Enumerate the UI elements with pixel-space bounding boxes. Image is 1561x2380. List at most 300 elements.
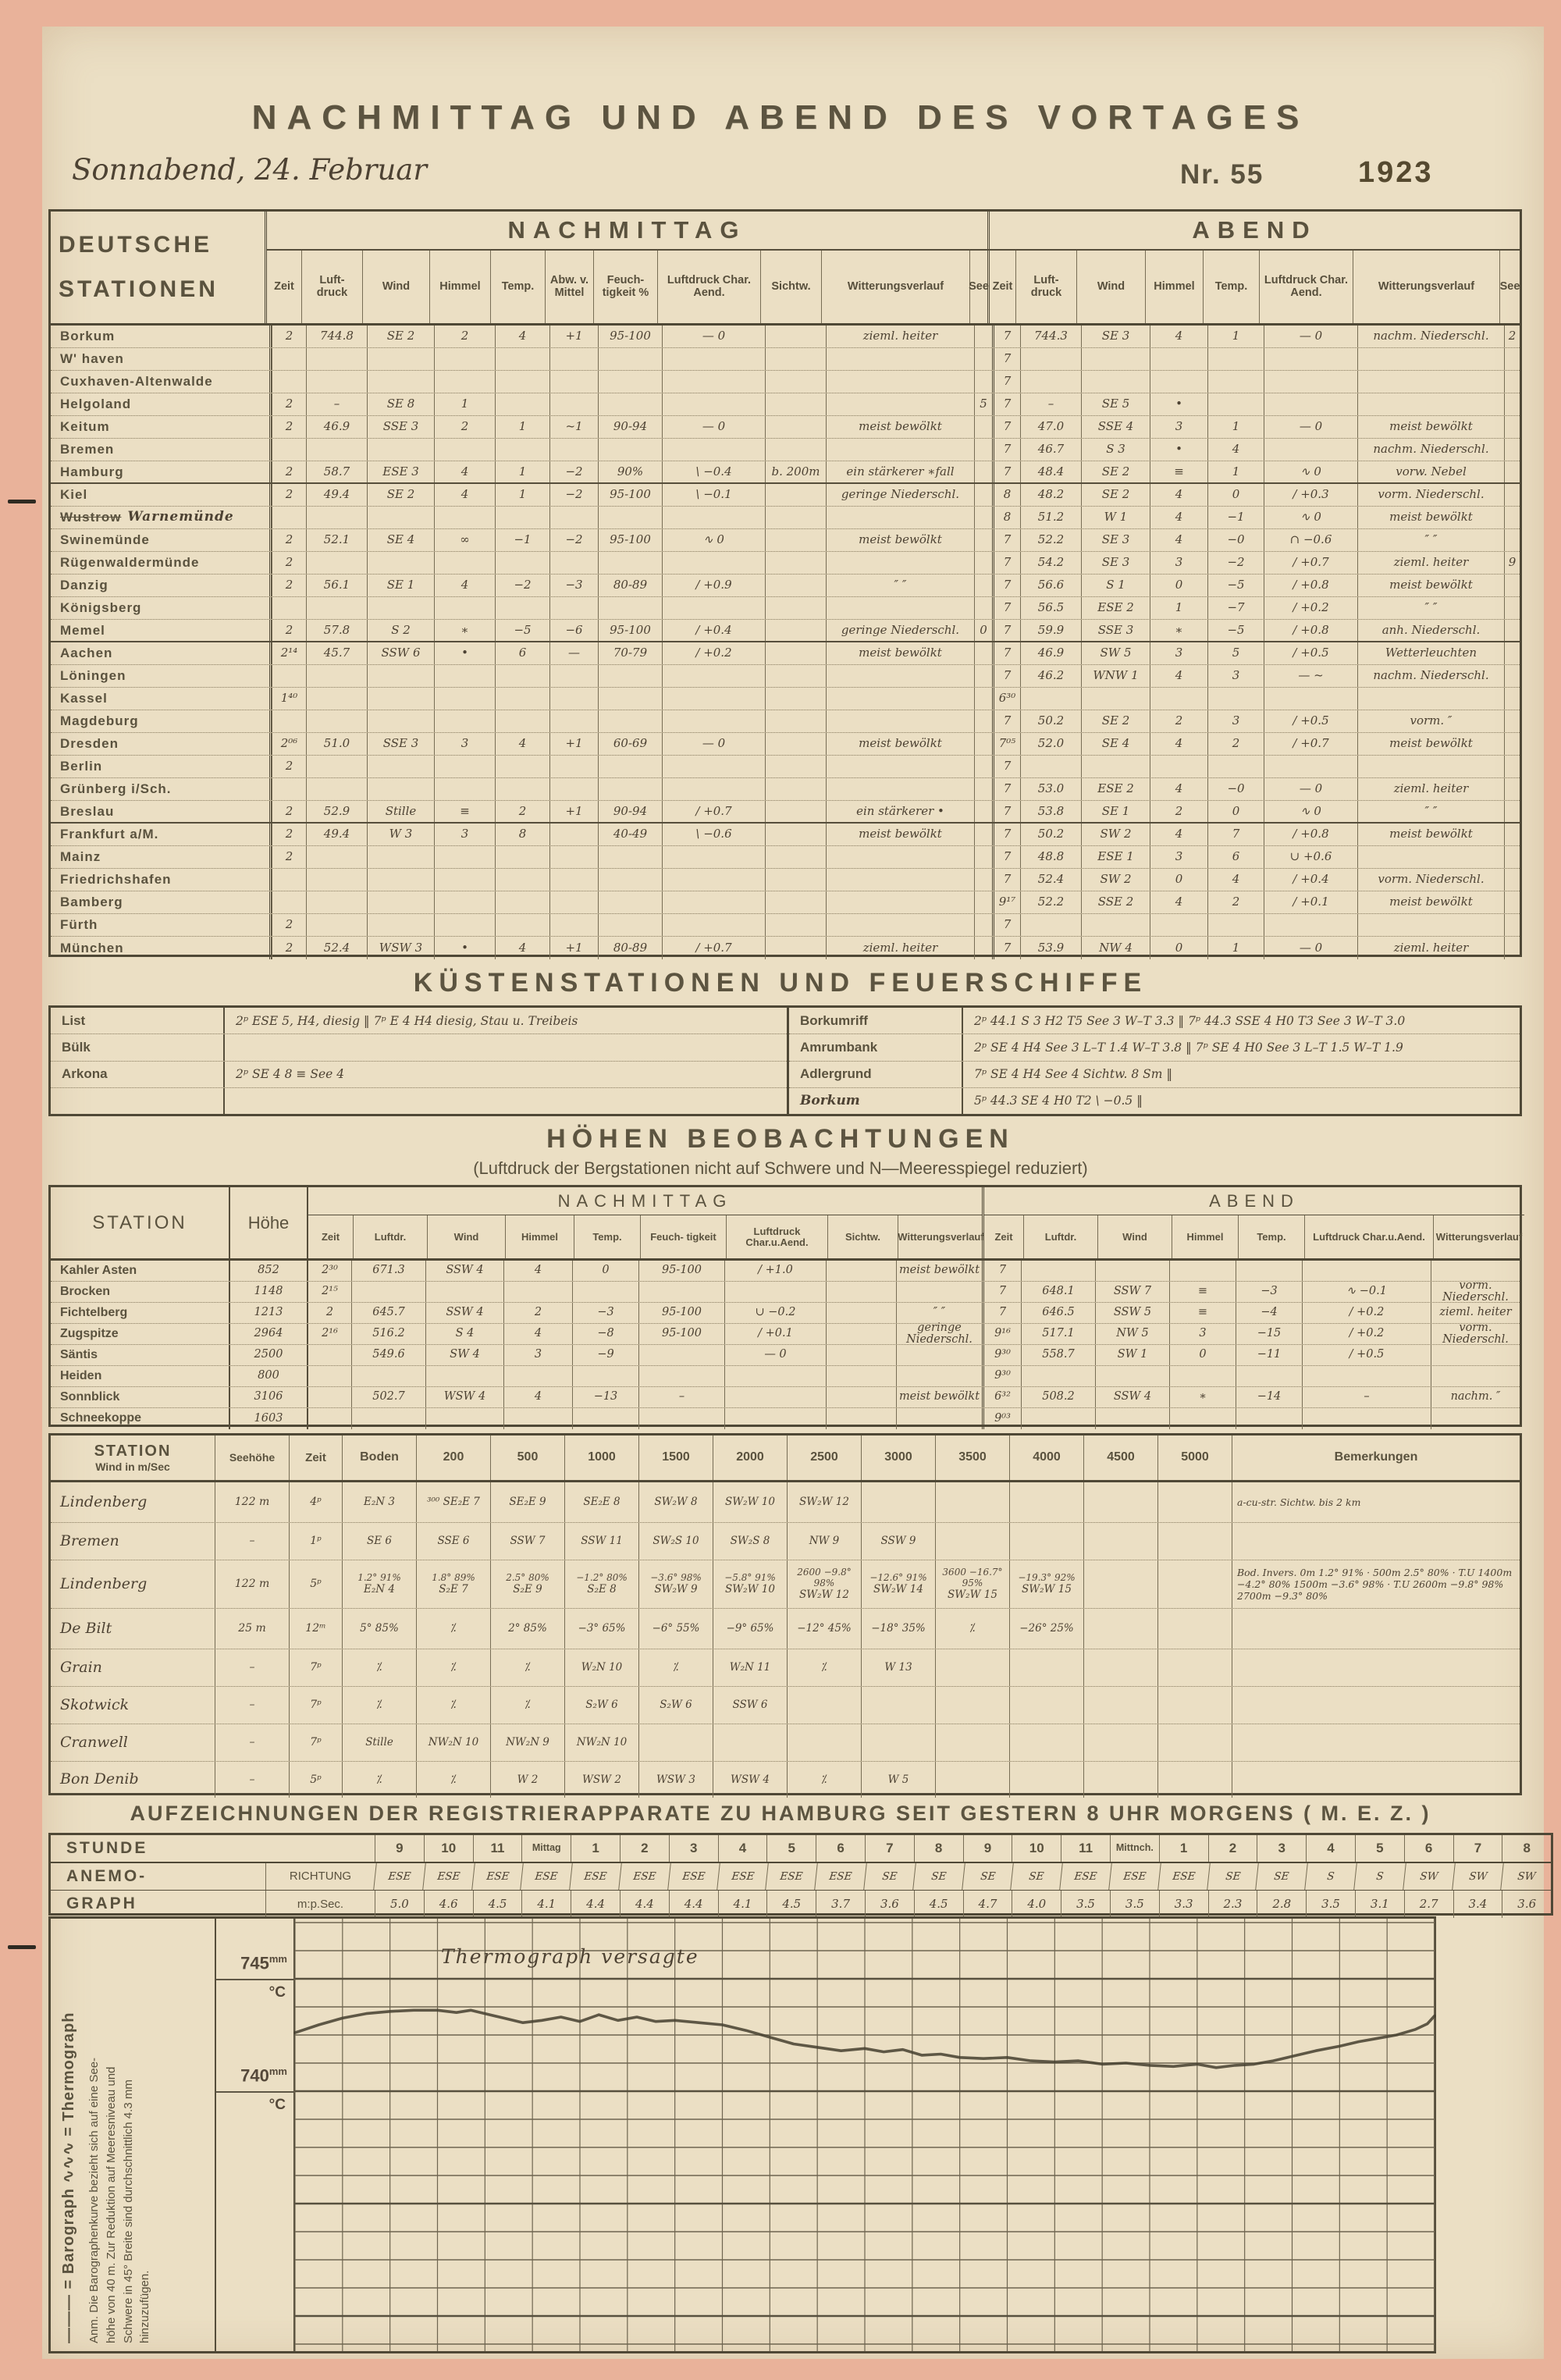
table-row	[51, 416, 1520, 439]
obs-cell	[367, 778, 434, 800]
obs-cell: 7	[992, 575, 1020, 596]
obs-cell	[826, 846, 974, 868]
obs-text	[225, 1034, 787, 1060]
obs-cell: 9³⁰	[982, 1366, 1021, 1386]
obs-cell	[1504, 484, 1520, 506]
col-header-line: STATION	[94, 1442, 172, 1460]
obs-cell	[434, 439, 495, 461]
obs-cell: 2	[1150, 710, 1207, 732]
obs-cell: +1	[549, 801, 598, 822]
obs-cell: 4	[1150, 507, 1207, 528]
obs-cell: 80-89	[598, 575, 662, 596]
obs-cell	[896, 1366, 982, 1386]
obs-cell	[1157, 1687, 1232, 1724]
obs-cell: 2	[272, 484, 306, 506]
obs-cell	[1236, 1261, 1302, 1281]
obs-cell	[549, 507, 598, 528]
obs-cell: 52.2	[1020, 891, 1081, 913]
obs-cell	[1157, 1649, 1232, 1686]
obs-cell: SW₂S 8	[713, 1523, 787, 1560]
obs-cell: 95-100	[598, 484, 662, 506]
annotation-line: hinzuzufügen.	[138, 2270, 152, 2343]
obs-cell: geringe Niederschl.	[826, 620, 974, 641]
obs-cell: 1	[495, 461, 549, 482]
obs-cell: 0	[572, 1261, 638, 1281]
obs-cell: −3	[572, 1303, 638, 1323]
obs-cell	[1020, 348, 1081, 370]
obs-cell: — 0	[662, 416, 765, 438]
station-height: –	[215, 1523, 289, 1560]
obs-cell: 7	[992, 710, 1020, 732]
wind-direction-cell: S	[1353, 1863, 1405, 1890]
obs-time: 5ᵖ	[289, 1560, 342, 1608]
obs-cell	[765, 688, 826, 710]
obs-cell-stacked	[432, 1573, 475, 1596]
obs-cell	[1504, 461, 1520, 482]
station-name: Grain	[60, 1658, 102, 1676]
obs-cell: 2	[272, 824, 306, 845]
obs-cell: b. 200m	[765, 461, 826, 482]
degc-label-2: °C	[268, 2097, 286, 2113]
obs-cell: 4	[434, 461, 495, 482]
station-name: Bon Denib	[60, 1770, 139, 1788]
obs-cell: Stille	[367, 801, 434, 822]
obs-cell: ∪ −0.2	[724, 1303, 826, 1323]
col-header: Abw. v. Mittel	[545, 251, 593, 323]
obs-cell: 4	[1150, 778, 1207, 800]
obs-cell	[826, 393, 974, 415]
obs-cell	[307, 1387, 351, 1407]
obs-cell	[765, 869, 826, 891]
obs-cell: ∿ 0	[1264, 801, 1357, 822]
obs-cell	[638, 1366, 724, 1386]
obs-cell: −7	[1207, 597, 1264, 619]
obs-cell	[434, 710, 495, 732]
obs-cell	[826, 507, 974, 528]
table-row	[51, 642, 1520, 665]
chart-annotation-box	[51, 1919, 216, 2351]
obs-cell: E₂N 3	[342, 1482, 416, 1522]
obs-cell	[1081, 756, 1150, 777]
obs-cell	[1150, 914, 1207, 936]
issue-year: 1923	[1358, 156, 1434, 189]
chart-legend: ——— = Barograph ∿∿∿ = Thermograph	[60, 2012, 77, 2343]
temp-value: 1.8° 89%	[432, 1571, 475, 1583]
obs-cell: 2	[272, 937, 306, 959]
obs-cell: 7	[992, 529, 1020, 551]
obs-cell: ∩ −0.6	[1264, 529, 1357, 551]
obs-cell	[765, 507, 826, 528]
obs-cell: 4	[1150, 733, 1207, 755]
obs-cell: SE 1	[367, 575, 434, 596]
obs-cell	[1083, 1609, 1157, 1649]
temp-value: −3.6° 98%	[650, 1571, 702, 1583]
obs-cell	[549, 824, 598, 845]
obs-cell: 4	[434, 575, 495, 596]
temp-value: −19.3° 92%	[1018, 1571, 1076, 1583]
obs-cell: 2⁰⁶	[272, 733, 306, 755]
corner-line2: STATIONEN	[59, 276, 219, 303]
obs-cell	[1357, 688, 1504, 710]
col-header: Temp.	[490, 251, 545, 323]
obs-cell: 70-79	[598, 642, 662, 664]
german-stations-table	[48, 209, 1522, 957]
obs-cell: 95-100	[598, 620, 662, 641]
obs-cell: S 1	[1081, 575, 1150, 596]
obs-cell	[1009, 1687, 1083, 1724]
obs-cell: SSW 6	[713, 1687, 787, 1724]
pressure-line-745	[216, 1979, 295, 1980]
station-name: Borkum	[789, 1088, 963, 1114]
speed-row	[51, 1891, 1551, 1918]
obs-cell	[1504, 891, 1520, 913]
obs-cell	[826, 756, 974, 777]
obs-cell: 645.7	[351, 1303, 425, 1323]
obs-cell: W 13	[861, 1649, 935, 1686]
obs-cell: 45.7	[306, 642, 367, 664]
obs-cell: zieml. heiter	[826, 326, 974, 347]
obs-cell: 50.2	[1020, 824, 1081, 845]
obs-cell	[765, 642, 826, 664]
obs-cell: nachm. Niederschl.	[1357, 665, 1504, 687]
chart-grid-svg	[295, 1919, 1435, 2351]
obs-cell: 95-100	[638, 1324, 724, 1344]
obs-text: 2ᵖ SE 4 H4 See 3 L–T 1.4 W–T 3.8 ‖ 7ᵖ SE 4 H0 See 3 L–T 1.5 W–T 1.9	[974, 1040, 1403, 1055]
obs-cell	[1009, 1762, 1083, 1798]
obs-cell: 2	[272, 756, 306, 777]
obs-cell	[598, 597, 662, 619]
obs-cell: ⁒	[490, 1687, 564, 1724]
col-header: See	[1499, 251, 1520, 323]
table-row	[51, 1560, 1520, 1609]
obs-cell	[1264, 688, 1357, 710]
col-header: Luftdr.	[1023, 1215, 1097, 1258]
obs-cell	[662, 348, 765, 370]
obs-cell: 47.0	[1020, 416, 1081, 438]
station-name: Bamberg	[51, 891, 272, 913]
obs-cell	[306, 778, 367, 800]
obs-cell	[272, 778, 306, 800]
station-name: Friedrichshafen	[51, 869, 272, 891]
obs-cell: −6° 55%	[638, 1609, 713, 1649]
obs-cell	[598, 891, 662, 913]
obs-cell	[549, 688, 598, 710]
obs-cell: 7	[992, 393, 1020, 415]
obs-cell	[434, 507, 495, 528]
obs-cell: 0	[1150, 869, 1207, 891]
wind-direction-cell: ESE	[521, 1863, 572, 1890]
station-name: Danzig	[51, 575, 272, 596]
obs-cell: ∿ −0.1	[1302, 1282, 1431, 1302]
issue-number: Nr. 55	[1180, 159, 1264, 190]
obs-cell: 4	[503, 1261, 572, 1281]
station-name: Schneekoppe	[60, 1411, 142, 1425]
obs-cell	[1504, 688, 1520, 710]
station-height: 3106	[229, 1387, 307, 1407]
col-header: 500	[490, 1435, 564, 1480]
obs-cell: 3	[1150, 846, 1207, 868]
table-row	[51, 846, 1520, 869]
obs-cell: −8	[572, 1324, 638, 1344]
obs-cell	[1504, 824, 1520, 845]
obs-cell: meist bewölkt	[1357, 891, 1504, 913]
obs-cell	[662, 439, 765, 461]
obs-cell	[861, 1724, 935, 1761]
obs-cell	[974, 348, 992, 370]
obs-cell: 2	[272, 552, 306, 574]
obs-cell: vorm. Niederschl.	[1357, 869, 1504, 891]
obs-cell: −1	[1207, 507, 1264, 528]
obs-cell	[598, 439, 662, 461]
obs-cell	[974, 439, 992, 461]
obs-cell: 1	[1207, 326, 1264, 347]
obs-cell	[1504, 348, 1520, 370]
obs-cell	[1504, 597, 1520, 619]
obs-cell: — 0	[1264, 416, 1357, 438]
obs-cell	[974, 688, 992, 710]
table-row	[51, 1088, 787, 1114]
obs-cell: •	[434, 642, 495, 664]
obs-cell: meist bewölkt	[826, 733, 974, 755]
obs-cell	[1302, 1261, 1431, 1281]
hour-cell: 2	[620, 1835, 669, 1862]
obs-cell	[662, 688, 765, 710]
obs-cell: NW₂N 10	[416, 1724, 490, 1761]
table-row	[51, 778, 1520, 801]
obs-cell	[662, 710, 765, 732]
obs-cell: 3	[434, 824, 495, 845]
station-name: Swinemünde	[51, 529, 272, 551]
col-header	[51, 1435, 215, 1480]
station-height: –	[215, 1762, 289, 1798]
obs-cell	[1207, 688, 1264, 710]
obs-cell	[1504, 620, 1520, 641]
obs-cell	[1083, 1762, 1157, 1798]
obs-cell: −12° 45%	[787, 1609, 861, 1649]
obs-cell: W 5	[861, 1762, 935, 1798]
obs-cell	[1357, 846, 1504, 868]
obs-cell: +1	[549, 937, 598, 959]
obs-cell	[724, 1366, 826, 1386]
col-header: Himmel	[1172, 1215, 1238, 1258]
obs-cell	[367, 869, 434, 891]
obs-cell	[1157, 1762, 1232, 1798]
table-row	[51, 1062, 787, 1088]
hour-cell: 9	[963, 1835, 1012, 1862]
station-height: –	[215, 1724, 289, 1761]
annotation-line: höhe von 40 m. Zur Reduktion auf Meeresniveau und	[104, 2066, 118, 2343]
obs-cell	[1504, 869, 1520, 891]
wind-direction-cell: SW	[1501, 1863, 1552, 1890]
station-height: –	[215, 1649, 289, 1686]
obs-cell: —	[549, 642, 598, 664]
obs-cell	[974, 937, 992, 959]
obs-cell	[1504, 937, 1520, 959]
hour-cell: 11	[473, 1835, 522, 1862]
obs-cell: 9¹⁷	[992, 891, 1020, 913]
obs-cell	[1083, 1482, 1157, 1522]
obs-cell: nachm. Niederschl.	[1357, 326, 1504, 347]
obs-cell: –	[306, 393, 367, 415]
station-name: Magdeburg	[51, 710, 272, 732]
obs-cell	[307, 1345, 351, 1365]
obs-cell	[896, 1408, 982, 1429]
obs-cell	[495, 597, 549, 619]
obs-cell	[935, 1762, 1009, 1798]
station-name: Borkum	[51, 326, 272, 347]
wind-speed-cell: 4.1	[718, 1891, 767, 1918]
obs-cell: 7	[992, 756, 1020, 777]
table-row	[51, 552, 1520, 575]
obs-cell	[495, 393, 549, 415]
obs-cell	[896, 1282, 982, 1302]
obs-cell	[1009, 1724, 1083, 1761]
col-header: Zeit	[274, 279, 294, 293]
obs-cell: 7	[992, 937, 1020, 959]
obs-cell: 90%	[598, 461, 662, 482]
col-header: Temp.	[1238, 1215, 1304, 1258]
col-header: Luftdruck Char. Aend.	[657, 251, 760, 323]
station-name: Amrumbank	[789, 1034, 963, 1060]
obs-cell: 4	[503, 1387, 572, 1407]
col-header: 4500	[1083, 1435, 1157, 1480]
table-row	[51, 1762, 1520, 1798]
col-header: Witterungsverlauf	[1353, 251, 1499, 323]
obs-cell: 4	[495, 326, 549, 347]
remark	[1232, 1523, 1520, 1560]
obs-cell: ESE 2	[1081, 778, 1150, 800]
obs-cell: 7	[992, 416, 1020, 438]
obs-cell: SE 2	[367, 326, 434, 347]
obs-cell: SE 4	[367, 529, 434, 551]
obs-cell	[765, 348, 826, 370]
obs-cell: 95-100	[638, 1261, 724, 1281]
remark: a-cu-str. Sichtw. bis 2 km	[1232, 1482, 1520, 1522]
obs-cell	[974, 801, 992, 822]
obs-cell	[367, 891, 434, 913]
station-name: Hamburg	[51, 461, 272, 482]
obs-cell: 60-69	[598, 733, 662, 755]
remark	[1232, 1687, 1520, 1724]
obs-cell: 7	[982, 1282, 1021, 1302]
obs-cell: W₂N 10	[564, 1649, 638, 1686]
obs-cell	[1150, 756, 1207, 777]
obs-cell	[367, 371, 434, 393]
obs-cell: SSW 7	[1095, 1282, 1169, 1302]
obs-cell: −9° 65%	[713, 1609, 787, 1649]
section-band: ABEND	[984, 1187, 1524, 1215]
obs-cell	[765, 937, 826, 959]
obs-cell	[1357, 348, 1504, 370]
obs-cell	[367, 710, 434, 732]
obs-cell: vorm. Niederschl.	[1431, 1324, 1520, 1344]
obs-cell: SW 5	[1081, 642, 1150, 664]
obs-cell	[495, 371, 549, 393]
remark	[1232, 1724, 1520, 1761]
obs-cell: SW₂W 12	[787, 1482, 861, 1522]
obs-cell	[1504, 733, 1520, 755]
wind-value: SW₂W 9	[654, 1582, 698, 1596]
obs-cell: ∪ +0.6	[1264, 846, 1357, 868]
obs-cell: 48.2	[1020, 484, 1081, 506]
obs-cell	[434, 914, 495, 936]
obs-cell: 7	[992, 597, 1020, 619]
obs-cell	[935, 1523, 1009, 1560]
obs-cell: — ~	[1264, 665, 1357, 687]
obs-cell	[1081, 371, 1150, 393]
obs-cell	[765, 439, 826, 461]
obs-cell	[598, 688, 662, 710]
obs-cell: meist bewölkt	[1357, 824, 1504, 845]
obs-cell	[1431, 1366, 1520, 1386]
hour-cell: 1	[571, 1835, 620, 1862]
obs-cell: NW 9	[787, 1523, 861, 1560]
stunde-label: STUNDE	[66, 1838, 148, 1857]
station-name: Cuxhaven-Altenwalde	[51, 371, 272, 393]
wind-speed-cell: 3.3	[1159, 1891, 1208, 1918]
obs-cell	[367, 846, 434, 868]
obs-cell: Stille	[342, 1724, 416, 1761]
col-header: Luft- druck	[1015, 251, 1076, 323]
obs-cell: ⁒	[416, 1649, 490, 1686]
col-header: Witterungsverlauf	[898, 1215, 983, 1258]
obs-cell: vorm. ″	[1357, 710, 1504, 732]
obs-cell	[1009, 1523, 1083, 1560]
obs-cell	[974, 778, 992, 800]
obs-cell	[549, 778, 598, 800]
obs-cell: 6	[1207, 846, 1264, 868]
table-row	[51, 507, 1520, 529]
obs-cell	[549, 439, 598, 461]
obs-cell	[503, 1366, 572, 1386]
obs-cell	[935, 1687, 1009, 1724]
obs-time: 4ᵖ	[289, 1482, 342, 1522]
wind-speed-cell: 5.0	[375, 1891, 424, 1918]
obs-cell	[1081, 688, 1150, 710]
obs-cell	[351, 1282, 425, 1302]
obs-cell: — 0	[1264, 326, 1357, 347]
obs-cell	[495, 756, 549, 777]
obs-cell	[765, 575, 826, 596]
obs-cell: 56.1	[306, 575, 367, 596]
col-header: 2500	[787, 1435, 861, 1480]
obs-cell: −5	[1207, 620, 1264, 641]
obs-cell	[598, 552, 662, 574]
wind-speed-cell: 3.5	[1110, 1891, 1159, 1918]
obs-cell	[765, 416, 826, 438]
corner-label	[51, 212, 267, 323]
obs-cell: S 4	[425, 1324, 503, 1344]
temp-value: 1.2° 91%	[357, 1571, 401, 1583]
obs-cell: 49.4	[306, 484, 367, 506]
obs-cell	[495, 869, 549, 891]
obs-cell	[1207, 348, 1264, 370]
obs-cell	[549, 891, 598, 913]
station-height: 800	[229, 1366, 307, 1386]
obs-cell: 1	[1207, 461, 1264, 482]
obs-cell	[549, 552, 598, 574]
temp-value: 2600 −9.8° 98%	[797, 1566, 852, 1588]
hour-cell: 10	[424, 1835, 473, 1862]
obs-cell	[598, 846, 662, 868]
obs-cell: 46.9	[306, 416, 367, 438]
obs-cell	[1504, 846, 1520, 868]
chart-annotation-rotated	[54, 1925, 212, 2350]
table-row	[51, 1321, 1520, 1346]
table-row	[789, 1062, 1520, 1088]
obs-cell	[1083, 1560, 1157, 1608]
stunde-row	[51, 1835, 1551, 1863]
